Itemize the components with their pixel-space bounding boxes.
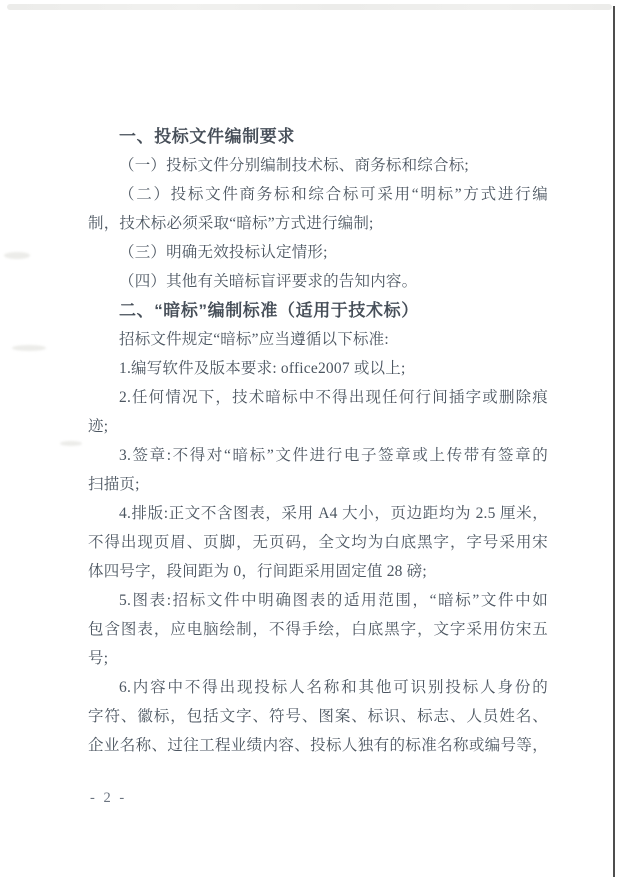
text-line: 字符、徽标，包括文字、符号、图案、标识、标志、人员姓名、 [88,708,548,725]
text-line: 企业名称、过往工程业绩内容、投标人独有的标准名称或编号等， [88,737,548,754]
text-line: （一）投标文件分别编制技术标、商务标和综合标; [119,157,469,174]
text-line: 包含图表，应电脑绘制，不得手绘，白底黑字，文字采用仿宋五 [88,621,548,638]
text-line: 号; [88,650,109,667]
scan-artifact-right-edge-line [613,6,615,877]
text-line: 扫描页; [88,476,140,493]
text-line: 2.任何情况下，技术暗标中不得出现任何行间插字或删除痕 [119,389,548,406]
page-number: - 2 - [90,790,127,806]
text-line: 3.签章:不得对“暗标”文件进行电子签章或上传带有签章的 [119,447,548,464]
document-body [88,122,548,760]
text-line: 不得出现页眉、页脚，无页码，全文均为白底黑字，字号采用宋 [88,534,548,551]
scan-smudge [12,345,46,351]
text-line: 6.内容中不得出现投标人名称和其他可识别投标人身份的 [119,679,548,696]
text-line: 体四号字，段间距为 0，行间距采用固定值 28 磅; [88,563,427,580]
section-heading: 二、“暗标”编制标准（适用于技术标） [119,301,419,320]
text-line: 迹; [88,418,109,435]
text-line: 制，技术标必须采取“暗标”方式进行编制; [88,215,374,232]
scan-smudge [60,441,82,446]
text-line: 5.图表:招标文件中明确图表的适用范围，“暗标”文件中如 [119,592,548,609]
text-line: 4.排版:正文不含图表，采用 A4 大小，页边距均为 2.5 厘米， [119,505,548,522]
text-line: 1.编写软件及版本要求: office2007 或以上; [119,360,406,377]
scan-artifact-top-edge [7,4,612,10]
text-line: （四）其他有关暗标盲评要求的告知内容。 [119,273,418,290]
text-line: （三）明确无效投标认定情形; [119,244,328,261]
text-line: 招标文件规定“暗标”应当遵循以下标准: [119,331,389,348]
scan-smudge [4,252,30,259]
text-line: （二）投标文件商务标和综合标可采用“明标”方式进行编 [119,186,548,203]
section-heading: 一、投标文件编制要求 [119,127,295,146]
